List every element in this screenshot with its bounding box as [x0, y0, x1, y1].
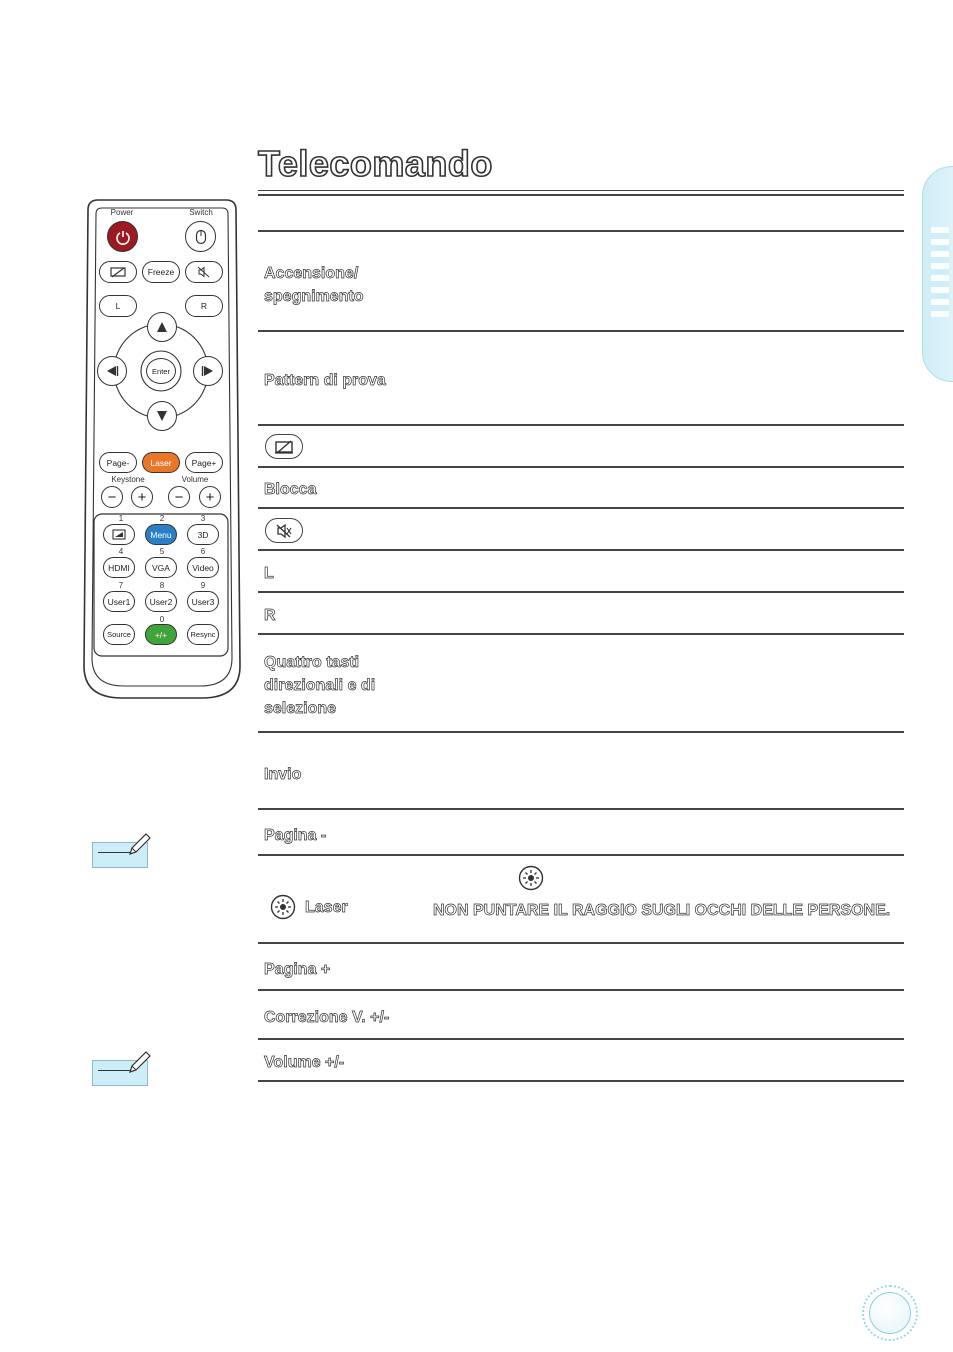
remote-source-button: Source	[103, 624, 135, 645]
note-icon	[92, 832, 150, 862]
remote-switch-label: Switch	[189, 208, 213, 217]
keypad-number: 3	[200, 514, 206, 523]
remote-aspect-button	[103, 524, 135, 545]
blank-screen-icon	[265, 434, 303, 459]
table-rule	[258, 1038, 904, 1040]
title-rule-thick	[258, 194, 904, 196]
row-label-freeze: Blocca	[264, 481, 317, 498]
remote-hdmi-button: HDMI	[103, 557, 135, 578]
remote-user3-button: User3	[187, 591, 219, 612]
remote-r-button: R	[185, 295, 223, 317]
keypad-number: 6	[200, 547, 206, 556]
remote-page-minus-button: Page-	[99, 452, 137, 473]
remote-keystone-minus: −	[101, 486, 123, 508]
remote-right-button	[193, 356, 223, 386]
remote-page-plus-button: Page+	[185, 452, 223, 473]
table-rule	[258, 330, 904, 332]
laser-icon	[518, 865, 544, 891]
remote-l-button: L	[99, 295, 137, 317]
remote-keystone-label: Keystone	[111, 475, 145, 484]
language-side-tab	[922, 166, 953, 382]
table-rule	[258, 633, 904, 635]
table-rule	[258, 466, 904, 468]
row-label-arrows: Quattro tasti direzionali e di selezione	[264, 654, 376, 717]
table-rule	[258, 989, 904, 991]
row-label-page-minus: Pagina -	[264, 827, 327, 844]
table-rule	[258, 424, 904, 426]
table-rule	[258, 1080, 904, 1082]
row-label-l: L	[264, 565, 274, 582]
table-rule	[258, 591, 904, 593]
remote-user2-button: User2	[145, 591, 177, 612]
keypad-number: 4	[118, 547, 124, 556]
remote-left-button	[97, 356, 127, 386]
remote-enter-button: Enter	[146, 358, 176, 384]
keypad-number: 9	[200, 581, 206, 590]
row-label-laser: Laser	[305, 899, 348, 916]
keypad-number: 0	[159, 615, 165, 624]
table-rule	[258, 942, 904, 944]
row-label-r: R	[264, 607, 276, 624]
remote-laser-button: Laser	[142, 452, 180, 473]
remote-power-button	[107, 221, 138, 252]
remote-3d-button: 3D	[187, 524, 219, 545]
table-rule	[258, 731, 904, 733]
remote-volume-label: Volume	[181, 475, 209, 484]
row-label-keystone: Correzione V. +/-	[264, 1009, 390, 1026]
remote-video-button: Video	[187, 557, 219, 578]
remote-keystone-plus: +	[131, 486, 153, 508]
row-label-page-plus: Pagina +	[264, 961, 331, 978]
row-label-volume: Volume +/-	[264, 1054, 345, 1071]
remote-up-button	[147, 312, 177, 342]
remote-user1-button: User1	[103, 591, 135, 612]
page-title: Telecomando	[258, 143, 493, 184]
table-rule	[258, 549, 904, 551]
keypad-number: 5	[159, 547, 165, 556]
row-label-power: Accensione/ spegnimento	[264, 265, 364, 305]
row-label-enter: Invio	[264, 766, 302, 783]
laser-icon	[270, 894, 296, 920]
note-icon	[92, 1050, 150, 1080]
remote-zero-button: +/+	[145, 624, 177, 645]
table-rule	[258, 507, 904, 509]
keypad-number: 7	[118, 581, 124, 590]
remote-volume-plus: +	[199, 486, 221, 508]
remote-mute-button	[185, 261, 223, 283]
remote-vga-button: VGA	[145, 557, 177, 578]
remote-menu-button: Menu	[145, 524, 177, 545]
remote-down-button	[147, 401, 177, 431]
keypad-number: 1	[118, 514, 124, 523]
remote-freeze-button: Freeze	[142, 261, 180, 283]
remote-blank-button	[99, 261, 137, 283]
table-rule	[258, 854, 904, 856]
keypad-number: 8	[159, 581, 165, 590]
row-label-test-pattern: Pattern di prova	[264, 372, 386, 389]
table-rule	[258, 230, 904, 232]
keypad-number: 2	[159, 514, 165, 523]
remote-volume-minus: −	[168, 486, 190, 508]
page-number-badge	[862, 1285, 918, 1341]
remote-power-label: Power	[110, 208, 134, 217]
remote-resync-button: Resync	[187, 624, 219, 645]
laser-warning: NON PUNTARE IL RAGGIO SUGLI OCCHI DELLE PERSONE.	[433, 902, 891, 919]
mute-icon	[265, 518, 303, 543]
table-rule	[258, 808, 904, 810]
remote-switch-button	[185, 221, 216, 252]
title-rule	[258, 190, 904, 191]
